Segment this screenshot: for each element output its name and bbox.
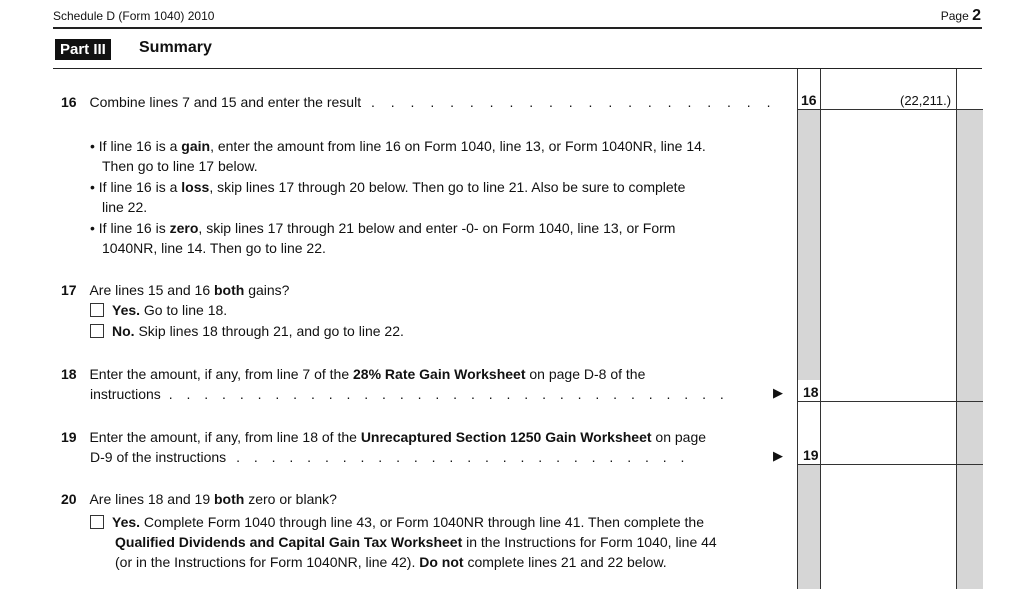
line-19-text: Enter the amount, if any, from line 18 of the xyxy=(89,429,361,445)
row-rule-19 xyxy=(797,464,983,465)
yes-text: Go to line 18. xyxy=(140,302,228,318)
grey-cents-column xyxy=(957,109,983,589)
line-18-text: instructions xyxy=(90,386,161,402)
do-not-bold: Do not xyxy=(419,554,464,570)
bullet-text: , skip lines 17 through 21 below and enter -0- on Form 1040, line 13, or Form xyxy=(198,220,676,236)
line-16-number: 16 xyxy=(61,94,77,110)
arrow-icon: ▶ xyxy=(773,385,783,400)
part-title: Summary xyxy=(139,39,212,56)
line-20-bold: both xyxy=(214,491,245,507)
line-19-amount-field[interactable] xyxy=(821,443,956,464)
line-17-yes-option xyxy=(90,300,227,320)
line-17-yes-checkbox[interactable] xyxy=(90,303,104,317)
line-18-text: Enter the amount, if any, from line 7 of the xyxy=(89,366,354,382)
arrow-icon: ▶ xyxy=(773,448,783,463)
bullet-text: line 22. xyxy=(102,199,148,215)
bullet-dot: • xyxy=(90,220,95,236)
bullet-text: , enter the amount from line 16 on Form 1040, line 13, or Form 1040NR, line 14. xyxy=(210,138,706,154)
bullet-bold: zero xyxy=(169,220,199,236)
line-19-number: 19 xyxy=(61,429,77,445)
worksheet-name: Qualified Dividends and Capital Gain Tax Worksheet xyxy=(115,534,463,550)
line-17-text: Are lines 15 and 16 xyxy=(89,282,214,298)
line-17-number: 17 xyxy=(61,282,77,298)
page-indicator xyxy=(941,7,981,25)
bullet-text: , skip lines 17 through 20 below. Then go to line 21. Also be sure to complete xyxy=(209,179,686,195)
bullet-text: 1040NR, line 14. Then go to line 22. xyxy=(102,240,326,256)
line-17-bold: both xyxy=(214,282,245,298)
part-rule xyxy=(53,68,982,69)
line-19 xyxy=(61,427,791,447)
box-16-label: 16 xyxy=(801,92,817,108)
bullet-bold: gain xyxy=(181,138,211,154)
line-16-amount[interactable]: (22,211.) xyxy=(900,93,952,108)
line-19-text: on page xyxy=(651,429,707,445)
yes-label: Yes. xyxy=(112,514,141,530)
page-number: 2 xyxy=(972,7,981,24)
line-17-no-option xyxy=(90,321,404,341)
line-20-text: Are lines 18 and 19 xyxy=(89,491,214,507)
bullet-text: If line 16 is xyxy=(98,220,170,236)
yes-text: (or in the Instructions for Form 1040NR, line 42). xyxy=(115,554,420,570)
row-rule-18 xyxy=(797,401,983,402)
bullet-text: If line 16 is a xyxy=(98,138,182,154)
line-16-leader: . . . . . . . . . . . . . . . . . . . . . xyxy=(370,94,777,110)
bullet-dot: • xyxy=(90,138,95,154)
line-16-text: Combine lines 7 and 15 and enter the result xyxy=(89,94,362,110)
line-17-text: gains? xyxy=(244,282,290,298)
line-16 xyxy=(61,92,776,112)
line-16-bullet-zero xyxy=(90,218,790,258)
grey-box-column-lower xyxy=(798,465,820,589)
row-rule-16 xyxy=(797,109,983,110)
line-19-cont xyxy=(90,447,689,467)
no-text: Skip lines 18 through 21, and go to line 22. xyxy=(134,323,404,339)
line-18-number: 18 xyxy=(61,366,77,382)
line-18-cont xyxy=(90,384,729,404)
line-18-leader: . . . . . . . . . . . . . . . . . . . . . . . . . . . . . . . . xyxy=(168,386,729,402)
page-label: Page xyxy=(940,9,969,23)
line-18 xyxy=(61,364,791,384)
line-19-text: D-9 of the instructions xyxy=(90,449,227,465)
line-20-yes-option xyxy=(90,512,790,572)
header-rule xyxy=(53,27,982,29)
line-20 xyxy=(61,489,337,509)
line-19-leader: . . . . . . . . . . . . . . . . . . . . . . . . . . xyxy=(236,449,690,465)
bullet-text: If line 16 is a xyxy=(98,179,182,195)
box-19-label: 19 xyxy=(803,447,819,463)
col-divider-2 xyxy=(820,69,821,589)
bullet-bold: loss xyxy=(181,179,210,195)
line-20-yes-checkbox[interactable] xyxy=(90,515,104,529)
yes-text: Complete Form 1040 through line 43, or Form 1040NR through line 41. Then complete the xyxy=(140,514,704,530)
grey-box-column xyxy=(798,109,820,380)
line-16-bullet-loss xyxy=(90,177,790,217)
line-18-amount-field[interactable] xyxy=(821,380,956,401)
line-17-no-checkbox[interactable] xyxy=(90,324,104,338)
part-badge: Part III xyxy=(55,39,111,60)
yes-label: Yes. xyxy=(112,302,141,318)
line-18-text: on page D-8 of the xyxy=(525,366,646,382)
bullet-dot: • xyxy=(90,179,95,195)
line-16-bullet-gain xyxy=(90,136,790,176)
yes-text: in the Instructions for Form 1040, line 44 xyxy=(462,534,717,550)
box-18-label: 18 xyxy=(803,384,819,400)
line-17 xyxy=(61,280,289,300)
col-divider-1 xyxy=(797,69,798,589)
line-20-number: 20 xyxy=(61,491,77,507)
no-label: No. xyxy=(112,323,135,339)
line-19-bold: Unrecaptured Section 1250 Gain Worksheet xyxy=(360,429,652,445)
col-divider-3 xyxy=(956,69,957,589)
bullet-text: Then go to line 17 below. xyxy=(102,158,258,174)
line-20-text: zero or blank? xyxy=(244,491,337,507)
line-18-bold: 28% Rate Gain Worksheet xyxy=(353,366,526,382)
form-name: Schedule D (Form 1040) 2010 xyxy=(53,9,215,23)
yes-text: complete lines 21 and 22 below. xyxy=(463,554,667,570)
